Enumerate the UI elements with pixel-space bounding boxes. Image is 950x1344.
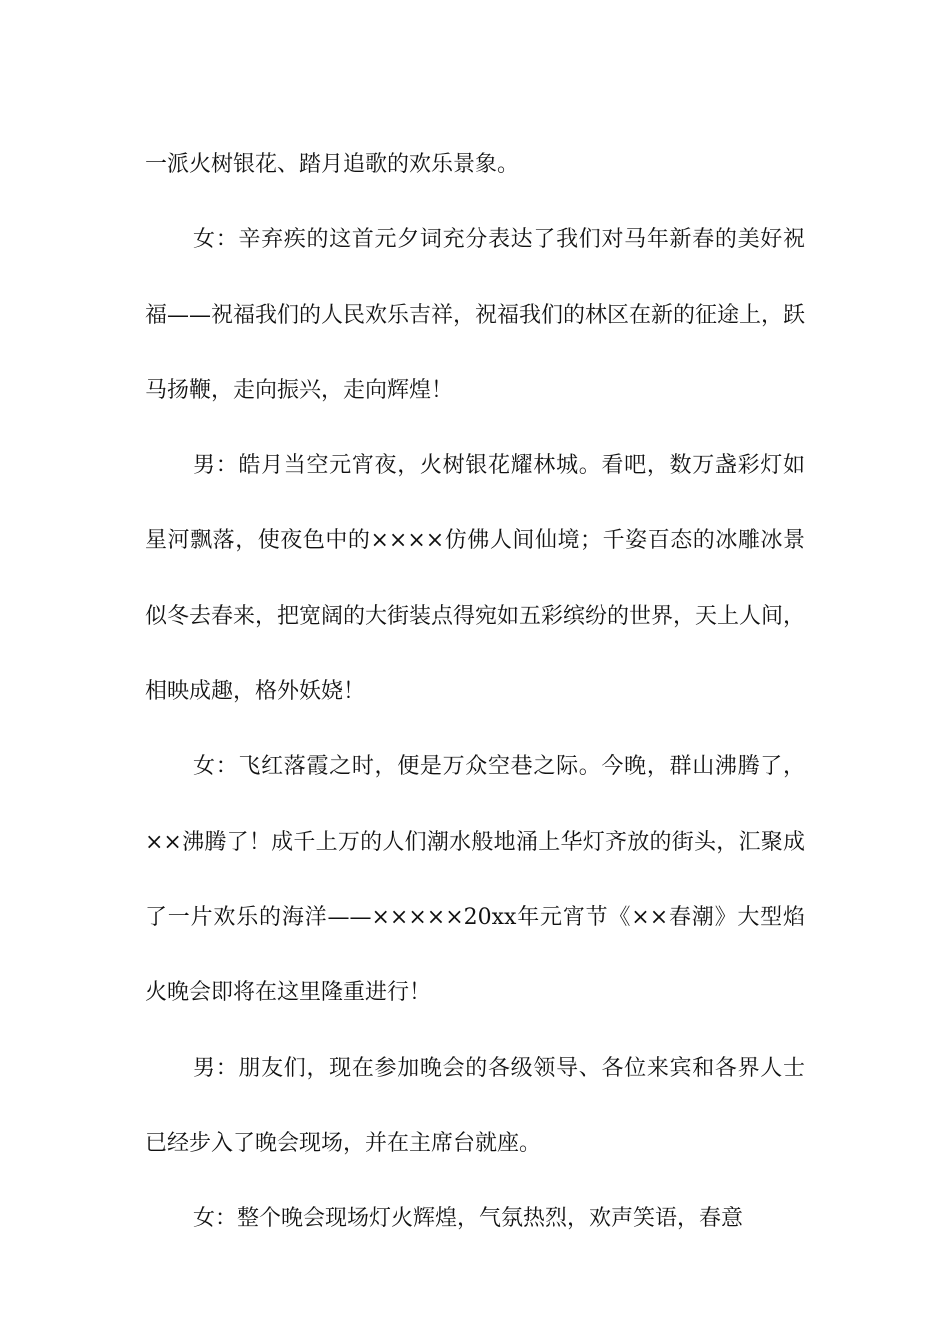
paragraph-male-host-1: 男：皓月当空元宵夜，火树银花耀林城。看吧，数万盏彩灯如星河飘落，使夜色中的××××仿佛人间仙境；千姿百态的冰雕冰景似冬去春来，把宽阔的大街装点得宛如五彩缤纷的世界，天上人间，相映成趣，格外妖娆！ xyxy=(145,453,806,705)
paragraph-female-host-1: 女：辛弃疾的这首元夕词充分表达了我们对马年新春的美好祝福——祝福我们的人民欢乐吉祥，祝福我们的林区在新的征途上，跃马扬鞭，走向振兴，走向辉煌！ xyxy=(145,227,806,403)
paragraph-continuation: 一派火树银花、踏月追歌的欢乐景象。 xyxy=(145,152,520,177)
document-body xyxy=(145,127,805,1256)
paragraph-male-host-2: 男：朋友们，现在参加晚会的各级领导、各位来宾和各界人士已经步入了晚会现场，并在主席台就座。 xyxy=(145,1055,805,1156)
paragraph-female-host-3: 女：整个晚会现场灯火辉煌，气氛热烈，欢声笑语，春意 xyxy=(193,1206,744,1232)
paragraph-female-host-2: 女：飞红落霞之时，便是万众空巷之际。今晚，群山沸腾了，××沸腾了！成千上万的人们潮水般地涌上华灯齐放的街头，汇聚成了一片欢乐的海洋——×××××20xx年元宵节《××春潮》大型焰火晚会即将在这里隆重进行！ xyxy=(145,754,805,1006)
